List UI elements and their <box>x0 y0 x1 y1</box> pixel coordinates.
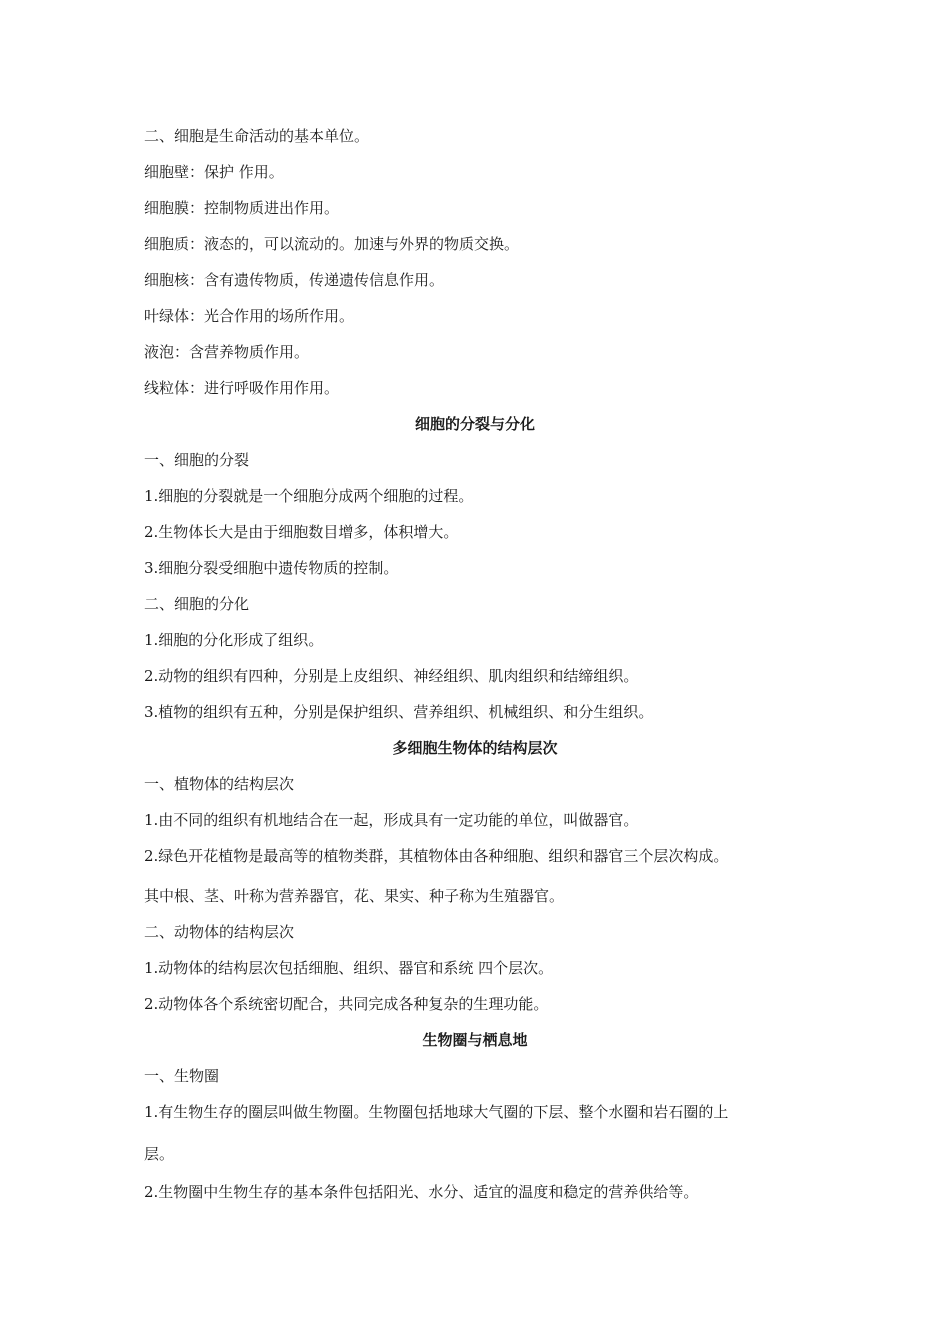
text-line: 细胞壁：保护 作用。 <box>144 163 284 181</box>
subsection-heading: 二、动物体的结构层次 <box>144 923 295 941</box>
text-line: 细胞核：含有遗传物质，传递遗传信息作用。 <box>144 271 445 289</box>
section-heading: 生物圈与栖息地 <box>422 1031 528 1049</box>
text-line: 2.绿色开花植物是最高等的植物类群，其植物体由各种细胞、组织和器官三个层次构成。 <box>144 847 729 865</box>
text-line: 细胞膜：控制物质进出作用。 <box>144 199 340 217</box>
text-line: 3.植物的组织有五种，分别是保护组织、营养组织、机械组织、和分生组织。 <box>144 703 654 721</box>
text-line: 线粒体：进行呼吸作用作用。 <box>144 379 340 397</box>
subsection-heading: 一、生物圈 <box>144 1067 220 1085</box>
subsection-heading: 二、细胞的分化 <box>144 595 250 613</box>
text-line: 2.动物的组织有四种，分别是上皮组织、神经组织、肌肉组织和结缔组织。 <box>144 667 639 685</box>
section-heading: 细胞的分裂与分化 <box>414 415 535 433</box>
text-line: 细胞质：液态的，可以流动的。加速与外界的物质交换。 <box>144 235 520 253</box>
text-line: 1.由不同的组织有机地结合在一起，形成具有一定功能的单位，叫做器官。 <box>144 811 639 829</box>
subsection-heading: 一、细胞的分裂 <box>144 451 250 469</box>
text-line: 叶绿体：光合作用的场所作用。 <box>144 307 355 325</box>
section-heading: 多细胞生物体的结构层次 <box>392 739 558 757</box>
text-line: 其中根、茎、叶称为营养器官，花、果实、种子称为生殖器官。 <box>144 887 565 905</box>
text-line: 1.细胞的分化形成了组织。 <box>144 631 324 649</box>
text-line: 1.细胞的分裂就是一个细胞分成两个细胞的过程。 <box>144 487 474 505</box>
text-line: 3.细胞分裂受细胞中遗传物质的控制。 <box>144 559 399 577</box>
text-line: 2.生物体长大是由于细胞数目增多，体积增大。 <box>144 523 459 541</box>
text-line: 层。 <box>144 1145 175 1163</box>
subsection-heading: 一、植物体的结构层次 <box>144 775 295 793</box>
text-line: 2.生物圈中生物生存的基本条件包括阳光、水分、适宜的温度和稳定的营养供给等。 <box>144 1183 699 1201</box>
text-line: 1.动物体的结构层次包括细胞、组织、器官和系统 四个层次。 <box>144 959 554 977</box>
text-line: 1.有生物生存的圈层叫做生物圈。生物圈包括地球大气圈的下层、整个水圈和岩石圈的上 <box>144 1103 729 1121</box>
text-line: 液泡：含营养物质作用。 <box>144 343 310 361</box>
section-intro: 二、细胞是生命活动的基本单位。 <box>144 127 370 145</box>
text-line: 2.动物体各个系统密切配合，共同完成各种复杂的生理功能。 <box>144 995 549 1013</box>
